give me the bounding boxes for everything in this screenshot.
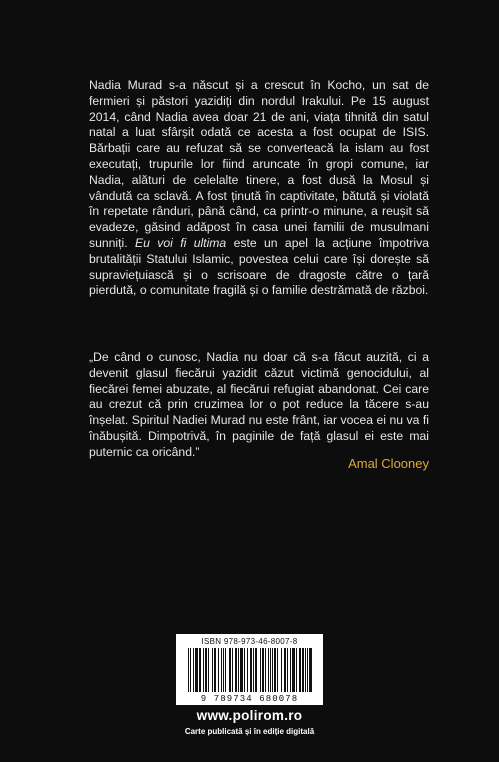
publisher-website: www.polirom.ro (196, 708, 303, 723)
blurb-text-part2: este un apel la acțiune împotriva brutalității Statului Islamic, povestea celui care își dorește să supraviețuiască și o scrisoare de dragoste către o țară pierdută, o comunitate fragilă și o familie destrămată de război. (89, 235, 429, 298)
blurb-book-title: Eu voi fi ultima (135, 235, 227, 250)
publisher-tagline: Carte publicată și în ediție digitală (184, 727, 315, 736)
quote-text: „De când o cunosc, Nadia nu doar că s-a făcut auzită, ci a devenit glasul fiecărui yazidit căzut victimă genocidului, al fiecărei femei abuzate, al fiecărui refugiat abandonat. Cei care au crezut că prin cruzimea lor o pot reduce la tăcere s-au înșelat. Spiritul Nadiei Murad nu este frânt, iar vocea ei nu va fi înăbușită. Dimpotrivă, în paginile de față glasul ei este mai puternic ca oricând.” (89, 350, 429, 459)
endorsement-quote (89, 350, 429, 461)
quote-author: Amal Clooney (348, 456, 429, 471)
book-blurb (89, 78, 429, 299)
barcode-icon (186, 648, 313, 692)
blurb-paragraph (89, 78, 429, 299)
isbn-label: ISBN 978-973-46-8007-8 (201, 637, 298, 646)
blurb-text-part1: Nadia Murad s-a născut și a crescut în Kocho, un sat de fermieri și păstori yazidiți din nordul Irakului. Pe 15 august 2014, când Nadia avea doar 21 de ani, viața tihnită din satul natal a luat sfârșit odată ce acesta a fost ocupat de ISIS. Bărbații care au refuzat să se converteacă la islam au fost executați, trupurile lor fiind aruncate în gropi comune, iar Nadia, alături de celelalte tinere, a fost dusă la Mosul și vândută ca sclavă. A fost ținută în captivitate, bătută și violată în repetate rânduri, până când, ca printr-o minune, a reușit să evadeze, găsind adăpost în casa unei familii de musulmani sunniți. (89, 78, 429, 250)
barcode-digits: 9 789734 680078 (200, 694, 299, 704)
isbn-barcode-block (176, 634, 323, 705)
